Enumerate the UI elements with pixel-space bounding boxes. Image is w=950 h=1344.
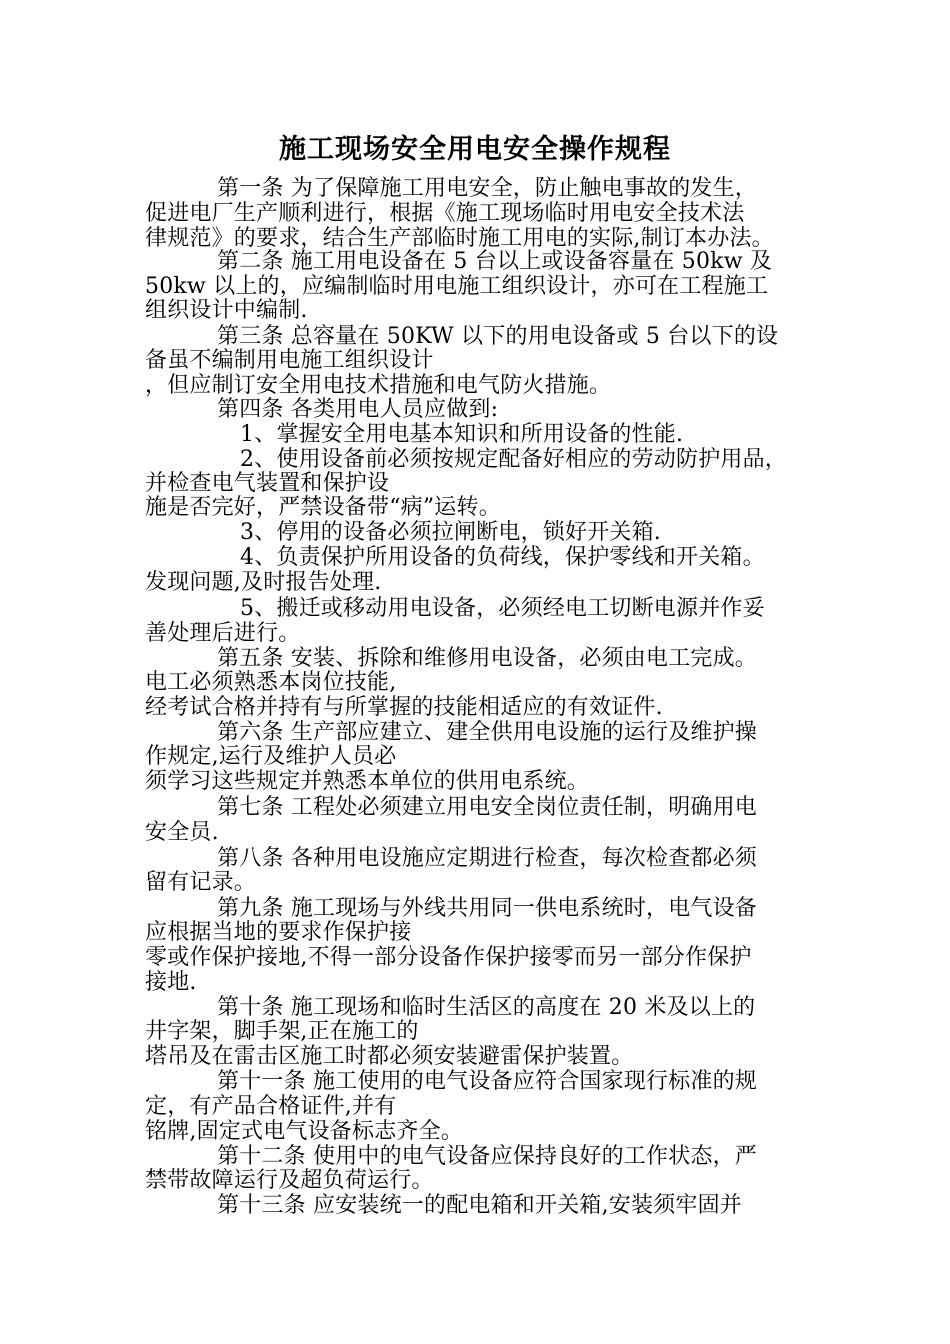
- text-line: 第六条 生产部应建立、建全供用电设施的运行及维护操: [217, 720, 757, 745]
- document-title: 施工现场安全用电安全操作规程: [279, 134, 671, 165]
- text-line: ，但应制订安全用电技术措施和电气防火措施。: [145, 373, 612, 398]
- text-line: 组织设计中编制.: [145, 298, 308, 323]
- text-line: 第三条 总容量在 50KW 以下的用电设备或 5 台以下的设: [217, 324, 779, 349]
- text-line: 4、负责保护所用设备的负荷线，保护零线和开关箱。: [240, 545, 765, 570]
- text-line: 5、搬迁或移动用电设备，必须经电工切断电源并作妥: [240, 596, 765, 621]
- text-line: 施是否完好，严禁设备带“病”运转。: [145, 495, 501, 520]
- text-line: 定，有产品合格证件,并有: [145, 1094, 397, 1119]
- text-line: 50kw 以上的，应编制临时用电施工组织设计，亦可在工程施工: [145, 274, 769, 299]
- text-line: 第一条 为了保障施工用电安全，防止触电事故的发生，: [217, 176, 757, 201]
- text-line: 应根据当地的要求作保护接: [145, 920, 412, 945]
- text-line: 3、停用的设备必须拉闸断电，锁好开关箱.: [240, 520, 661, 545]
- text-line: 2、使用设备前必须按规定配备好相应的劳动防护用品，: [240, 447, 787, 472]
- text-line: 须学习这些规定并熟悉本单位的供用电系统。: [145, 769, 590, 794]
- text-line: 塔吊及在雷击区施工时都必须安装避雷保护装置。: [145, 1044, 634, 1069]
- text-line: 第四条 各类用电人员应做到:: [217, 397, 499, 422]
- text-line: 井字架，脚手架,正在施工的: [145, 1019, 419, 1044]
- text-line: 第十三条 应安装统一的配电箱和开关箱,安装须牢固并: [217, 1193, 742, 1218]
- text-line: 安全员.: [145, 820, 219, 845]
- text-line: 第十二条 使用中的电气设备应保持良好的工作状态，严: [217, 1144, 757, 1169]
- text-line: 第七条 工程处必须建立用电安全岗位责任制，明确用电: [217, 795, 757, 820]
- text-line: 接地.: [145, 970, 197, 995]
- text-line: 第二条 施工用电设备在 5 台以上或设备容量在 50kw 及: [217, 249, 773, 274]
- text-line: 第八条 各种用电设施应定期进行检查，每次检查都必须: [217, 846, 757, 871]
- text-line: 电工必须熟悉本岗位技能,: [145, 670, 397, 695]
- text-line: 发现问题,及时报告处理.: [145, 570, 382, 595]
- text-line: 禁带故障运行及超负荷运行。: [145, 1168, 434, 1193]
- text-line: 备虽不编制用电施工组织设计: [145, 348, 434, 373]
- text-line: 第十条 施工现场和临时生活区的高度在 20 米及以上的: [217, 995, 756, 1020]
- text-line: 第十一条 施工使用的电气设备应符合国家现行标准的规: [217, 1069, 757, 1094]
- text-line: 铭牌,固定式电气设备标志齐全。: [145, 1119, 463, 1144]
- text-line: 第九条 施工现场与外线共用同一供电系统时，电气设备: [217, 896, 757, 921]
- text-line: 并检查电气装置和保护设: [145, 471, 390, 496]
- text-line: 零或作保护接地,不得一部分设备作保护接零而另一部分作保护: [145, 945, 752, 970]
- text-line: 留有记录。: [145, 870, 257, 895]
- text-line: 1、掌握安全用电基本知识和所用设备的性能.: [240, 422, 684, 447]
- text-line: 经考试合格并持有与所掌握的技能相适应的有效证件.: [145, 695, 663, 720]
- text-line: 促进电厂生产顺利进行，根据《施工现场临时用电安全技术法: [145, 201, 745, 226]
- text-line: 律规范》的要求，结合生产部临时施工用电的实际,制订本办法。: [145, 226, 774, 251]
- text-line: 第五条 安装、拆除和维修用电设备，必须由电工完成。: [217, 646, 757, 671]
- text-line: 作规定,运行及维护人员必: [145, 744, 397, 769]
- text-line: 善处理后进行。: [145, 621, 301, 646]
